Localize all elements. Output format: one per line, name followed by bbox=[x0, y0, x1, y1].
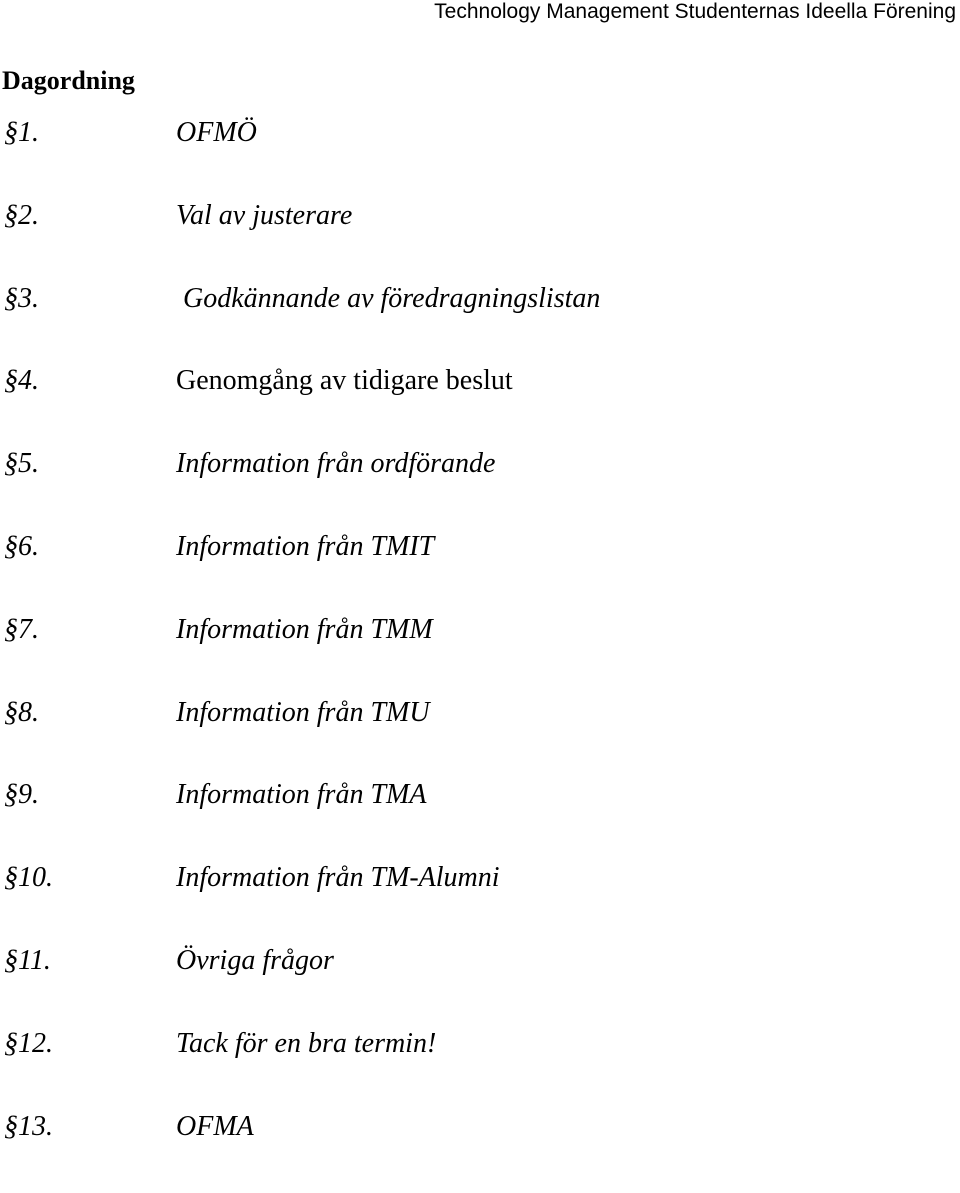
agenda-item-title: Information från TMM bbox=[176, 613, 433, 645]
agenda-item-title: Val av justerare bbox=[176, 199, 353, 231]
agenda-item-title: OFMA bbox=[176, 1110, 254, 1142]
agenda-item-title: Information från TMU bbox=[176, 696, 430, 728]
agenda-item-13 bbox=[4, 1111, 944, 1193]
agenda-item-number: §11. bbox=[4, 944, 51, 976]
agenda-item-number: §8. bbox=[4, 696, 39, 728]
organization-name: Technology Management Studenternas Ideella Förening bbox=[434, 0, 956, 23]
agenda-list bbox=[4, 117, 944, 1193]
agenda-item-8 bbox=[4, 697, 944, 780]
agenda-item-2 bbox=[4, 200, 944, 283]
agenda-item-number: §3. bbox=[4, 282, 39, 314]
agenda-item-7 bbox=[4, 614, 944, 697]
agenda-item-title: Godkännande av föredragningslistan bbox=[176, 282, 601, 314]
agenda-item-number: §6. bbox=[4, 530, 39, 562]
agenda-item-title: Tack för en bra termin! bbox=[176, 1027, 437, 1059]
agenda-item-number: §5. bbox=[4, 448, 39, 480]
agenda-item-number: §1. bbox=[4, 117, 39, 148]
agenda-item-5 bbox=[4, 448, 944, 531]
agenda-item-number: §4. bbox=[4, 365, 39, 397]
agenda-item-1 bbox=[4, 117, 944, 200]
agenda-item-number: §7. bbox=[4, 613, 39, 645]
agenda-item-title: Information från TMA bbox=[176, 779, 427, 811]
agenda-item-title: Information från TM-Alumni bbox=[176, 862, 500, 894]
agenda-item-title: OFMÖ bbox=[176, 117, 257, 148]
agenda-item-title: Övriga frågor bbox=[176, 944, 334, 976]
agenda-item-number: §13. bbox=[4, 1110, 53, 1142]
page-title: Dagordning bbox=[2, 66, 135, 95]
agenda-item-number: §10. bbox=[4, 862, 53, 894]
agenda-item-9 bbox=[4, 779, 944, 862]
agenda-item-3 bbox=[4, 283, 944, 366]
agenda-item-title: Information från TMIT bbox=[176, 530, 435, 562]
agenda-item-11 bbox=[4, 945, 944, 1028]
agenda-item-4 bbox=[4, 365, 944, 448]
agenda-item-title: Information från ordförande bbox=[176, 448, 496, 480]
agenda-item-10 bbox=[4, 862, 944, 945]
agenda-item-number: §9. bbox=[4, 779, 39, 811]
agenda-item-6 bbox=[4, 531, 944, 614]
agenda-item-title: Genomgång av tidigare beslut bbox=[176, 365, 513, 397]
agenda-item-12 bbox=[4, 1028, 944, 1111]
agenda-item-number: §12. bbox=[4, 1027, 53, 1059]
agenda-item-number: §2. bbox=[4, 199, 39, 231]
